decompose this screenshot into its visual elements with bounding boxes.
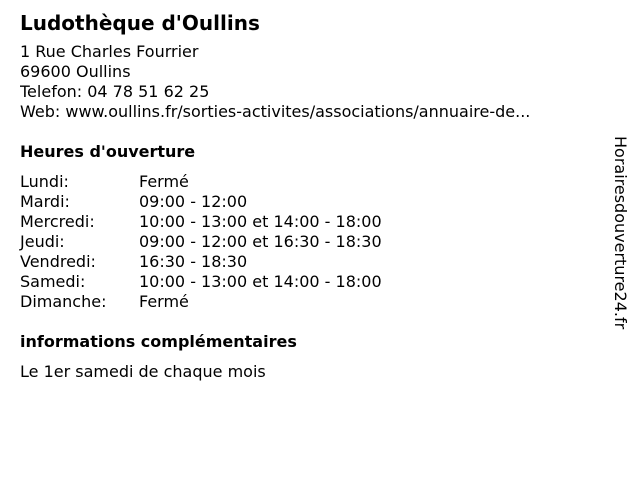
hours-row-monday bbox=[20, 172, 600, 192]
street-address: 1 Rue Charles Fourrier bbox=[20, 42, 199, 61]
day-label: Jeudi: bbox=[20, 232, 65, 251]
hours-row-saturday bbox=[20, 272, 600, 292]
additional-info-title: informations complémentaires bbox=[20, 332, 297, 351]
hours-row-friday bbox=[20, 252, 600, 272]
day-label: Mercredi: bbox=[20, 212, 95, 231]
opening-hours-list bbox=[20, 172, 600, 312]
phone-line: Telefon: 04 78 51 62 25 bbox=[20, 82, 210, 101]
hours-value: 09:00 - 12:00 bbox=[139, 192, 248, 211]
website-line: Web: www.oullins.fr/sorties-activites/associations/annuaire-de... bbox=[20, 102, 531, 121]
hours-row-tuesday bbox=[20, 192, 600, 212]
day-label: Vendredi: bbox=[20, 252, 96, 271]
additional-info-text: Le 1er samedi de chaque mois bbox=[20, 362, 266, 381]
day-label: Samedi: bbox=[20, 272, 86, 291]
site-watermark: Horairesdouverture24.fr bbox=[611, 136, 630, 330]
hours-value: 09:00 - 12:00 et 16:30 - 18:30 bbox=[139, 232, 382, 251]
day-label: Lundi: bbox=[20, 172, 69, 191]
hours-value: 10:00 - 13:00 et 14:00 - 18:00 bbox=[139, 212, 382, 231]
hours-row-wednesday bbox=[20, 212, 600, 232]
address-block bbox=[20, 42, 600, 122]
city-postcode: 69600 Oullins bbox=[20, 62, 131, 81]
day-label: Dimanche: bbox=[20, 292, 107, 311]
hours-value: 16:30 - 18:30 bbox=[139, 252, 248, 271]
hours-value: Fermé bbox=[139, 172, 189, 191]
business-name: Ludothèque d'Oullins bbox=[20, 11, 260, 35]
hours-value: Fermé bbox=[139, 292, 189, 311]
hours-value: 10:00 - 13:00 et 14:00 - 18:00 bbox=[139, 272, 382, 291]
hours-row-thursday bbox=[20, 232, 600, 252]
opening-hours-title: Heures d'ouverture bbox=[20, 142, 196, 161]
business-card bbox=[20, 10, 600, 382]
hours-row-sunday bbox=[20, 292, 600, 312]
day-label: Mardi: bbox=[20, 192, 70, 211]
